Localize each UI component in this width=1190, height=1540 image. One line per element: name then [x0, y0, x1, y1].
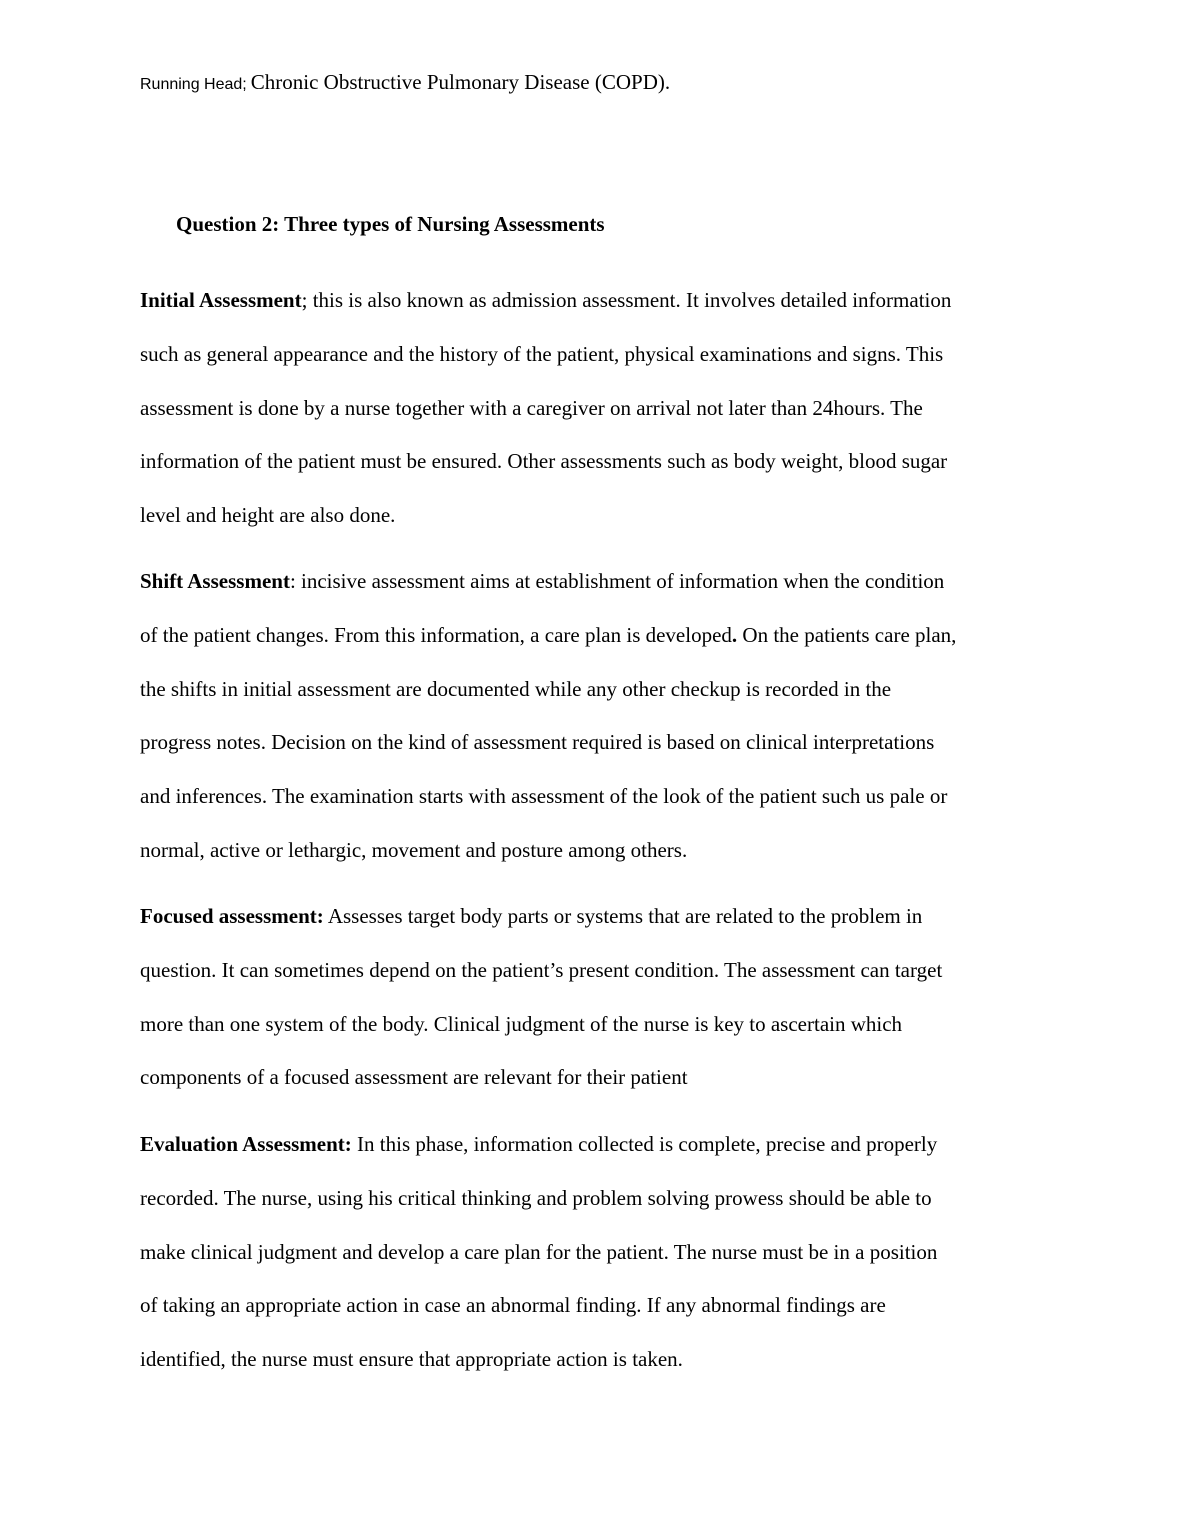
paragraph-line	[140, 555, 1060, 609]
paragraph-line: such as general appearance and the history of the patient, physical examinations and signs. This	[140, 341, 944, 366]
paragraph-line	[140, 274, 1060, 328]
section-heading: Question 2: Three types of Nursing Assessments	[176, 212, 605, 236]
paragraph-text: : incisive assessment aims at establishment of information when the condition	[289, 569, 945, 593]
paragraph-evaluation-assessment	[140, 1118, 1060, 1387]
paragraph-line: recorded. The nurse, using his critical thinking and problem solving prowess should be able to	[140, 1185, 932, 1210]
paragraph-line: identified, the nurse must ensure that appropriate action is taken.	[140, 1347, 683, 1371]
paragraph-term: Shift Assessment	[140, 569, 290, 593]
paragraph-focused-assessment	[140, 890, 1060, 1105]
paragraph-line	[140, 890, 1060, 944]
paragraph-shift-assessment	[140, 555, 1060, 878]
paragraph-text: Assesses target body parts or systems that are related to the problem in	[323, 904, 923, 928]
paragraph-term: Initial Assessment	[140, 288, 302, 312]
paragraph-line: components of a focused assessment are relevant for their patient	[140, 1065, 688, 1090]
paragraph-text: On the patients care plan,	[737, 622, 957, 647]
paragraph-line: and inferences. The examination starts with assessment of the look of the patient such us pale or	[140, 784, 948, 808]
paragraph-line	[140, 1118, 1060, 1172]
paragraph-term: Focused assessment:	[140, 904, 324, 928]
paragraph-line: question. It can sometimes depend on the patient’s present condition. The assessment can target	[140, 957, 943, 982]
paragraph-line: of taking an appropriate action in case an abnormal finding. If any abnormal findings are	[140, 1293, 886, 1318]
paragraph-line: assessment is done by a nurse together with a caregiver on arrival not later than 24hours. The	[140, 395, 923, 420]
paragraph-line: make clinical judgment and develop a care plan for the patient. The nurse must be in a position	[140, 1239, 938, 1264]
paragraph-line: progress notes. Decision on the kind of assessment required is based on clinical interpretations	[140, 730, 935, 755]
paragraph-text: In this phase, information collected is complete, precise and properly	[351, 1132, 938, 1156]
paragraph-term: Evaluation Assessment:	[140, 1132, 352, 1156]
paragraph-line: more than one system of the body. Clinical judgment of the nurse is key to ascertain which	[140, 1011, 903, 1036]
paragraph-text: ; this is also known as admission assessment. It involves detailed information	[301, 288, 952, 312]
paragraph-initial-assessment	[140, 274, 1060, 543]
running-head-title: Chronic Obstructive Pulmonary Disease (COPD).	[250, 70, 671, 94]
running-head-label: Running Head;	[140, 76, 247, 93]
running-head	[140, 70, 670, 95]
paragraph-line: normal, active or lethargic, movement and posture among others.	[140, 837, 688, 862]
paragraph-line: the shifts in initial assessment are documented while any other checkup is recorded in the	[140, 676, 892, 701]
paragraph-bold-period: .	[731, 622, 738, 647]
paragraph-line: level and height are also done.	[140, 503, 396, 527]
paragraph-text: of the patient changes. From this information, a care plan is developed	[140, 622, 732, 647]
paragraph-line	[140, 609, 1060, 663]
paragraph-line: information of the patient must be ensured. Other assessments such as body weight, blood sugar	[140, 449, 948, 474]
